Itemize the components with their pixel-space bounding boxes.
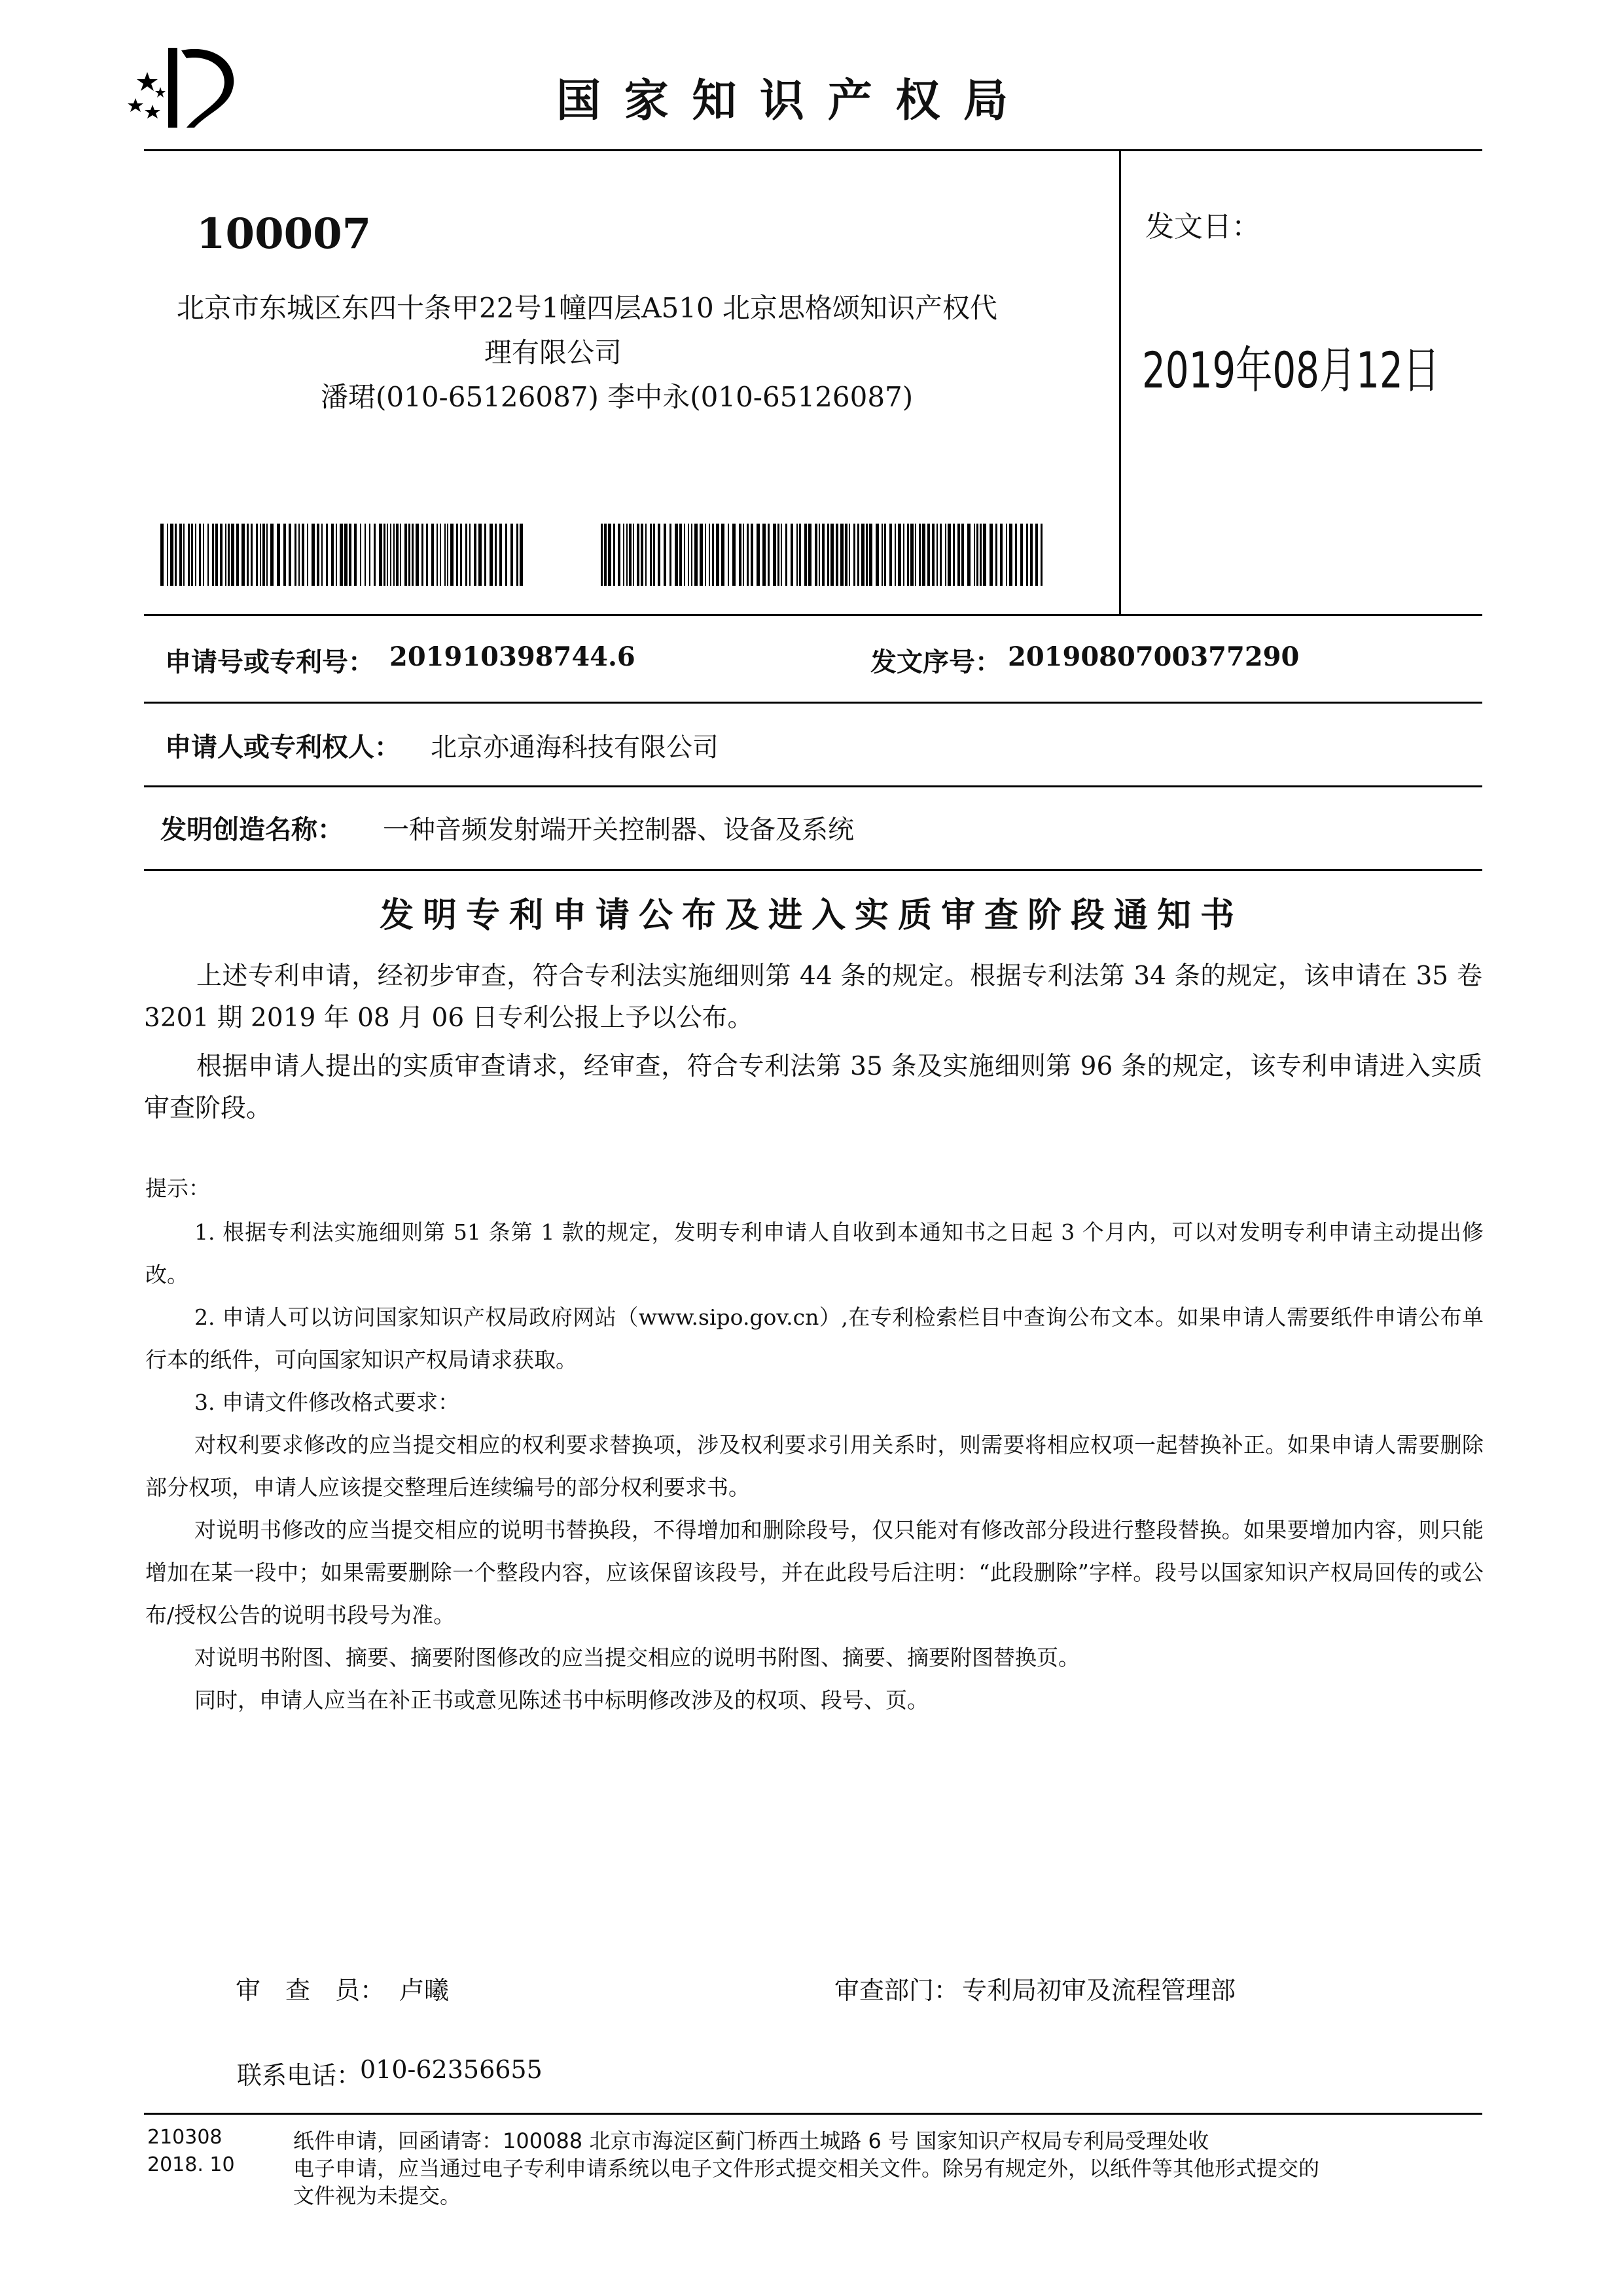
barcode-bar (633, 524, 634, 586)
barcode-bar (694, 524, 698, 586)
serial-number-label: 发文序号： (870, 647, 1001, 677)
barcode-bar (876, 524, 879, 586)
barcode-bar (948, 524, 951, 586)
barcode-bar (207, 524, 209, 586)
tips-body (145, 1211, 1484, 1721)
barcode-bar (369, 524, 370, 586)
barcode-bar (447, 524, 448, 586)
barcode-bar (721, 524, 724, 586)
barcode-bar (684, 524, 685, 586)
barcode-bar (922, 524, 925, 586)
rule-above-app-number (144, 614, 1482, 616)
barcode-bar (799, 524, 801, 586)
barcode-bar (499, 524, 502, 586)
invention-name: 一种音频发射端开关控制器、设备及系统 (383, 815, 854, 845)
barcode-bar (1000, 524, 1003, 586)
header-vertical-rule (1119, 151, 1121, 614)
barcode-bar (626, 524, 628, 586)
barcode-bar (781, 524, 782, 586)
barcode-bar (895, 524, 896, 586)
phone-label: 联系电话： (237, 2061, 362, 2090)
barcode-bar (203, 524, 204, 586)
barcode-bar (675, 524, 678, 586)
cnipa-logo (121, 36, 252, 134)
barcode-bar (1035, 524, 1038, 586)
rule-above-invention (144, 785, 1482, 787)
barcode-bar (658, 524, 660, 586)
barcode-bar (383, 524, 385, 586)
barcode-bar (773, 524, 776, 586)
barcode-bar (819, 524, 820, 586)
barcode-bar (974, 524, 975, 586)
barcode-bar (354, 524, 357, 586)
barcode-bar (739, 524, 741, 586)
barcode-bar (732, 524, 736, 586)
barcode-bar (465, 524, 467, 586)
applicant-name: 北京亦通海科技有限公司 (431, 732, 719, 762)
barcode-left (160, 524, 524, 586)
barcode-bar (307, 524, 308, 586)
barcode-bar (262, 524, 265, 586)
barcode-bar (510, 524, 513, 586)
tip-item-3-paragraph-3: 对说明书附图、摘要、摘要附图修改的应当提交相应的说明书附图、摘要、摘要附图替换页。 (194, 1645, 1080, 1670)
dispatch-date-label: 发文日： (1145, 210, 1260, 243)
barcode-bar (298, 524, 300, 586)
barcode-bar (743, 524, 744, 586)
header-rule (144, 149, 1482, 151)
barcode-bar (408, 524, 410, 586)
barcode-bar (431, 524, 434, 586)
contacts: 潘珺(010-65126087) 李中永(010-65126087) (321, 381, 914, 413)
barcode-bar (460, 524, 462, 586)
barcode-bar (705, 524, 706, 586)
barcode-bar (236, 524, 239, 586)
barcode-bar (650, 524, 652, 586)
barcode-bar (967, 524, 971, 586)
barcode-bar (1026, 524, 1028, 586)
barcode-bar (915, 524, 916, 586)
barcode-bar (940, 524, 942, 586)
tip-item-3-paragraph-1: 对权利要求修改的应当提交相应的权利要求替换项，涉及权利要求引用关系时，则需要将相应权项一起替换补正。如果申请人需要删除部分权项，申请人应该提交整理后连续编号的部分权利要求书。 (145, 1432, 1484, 1500)
barcode-bar (231, 524, 234, 586)
barcode-bar (808, 524, 812, 586)
barcode-bar (421, 524, 423, 586)
barcode-bar (995, 524, 997, 586)
tip-item-3-paragraph-2: 对说明书修改的应当提交相应的说明书替换段，不得增加和删除段号，仅只能对有修改部分段进行整段替换。如果要增加内容，则只能增加在某一段中；如果需要删除一个整段内容，应该保留该段号，并在此段号后注明：“此段删除”字样。段号以国家知识产权局回传的或公布/授权公告的说明书段号为准。 (145, 1517, 1484, 1628)
barcode-bar (175, 524, 177, 586)
barcode-bar (340, 524, 343, 586)
barcode-bar (289, 524, 291, 586)
barcode-bar (302, 524, 304, 586)
invention-label: 发明创造名称： (160, 814, 344, 845)
barcode-bar (903, 524, 904, 586)
barcode-bar (220, 524, 223, 586)
barcode-bar (936, 524, 938, 586)
barcode-bar (853, 524, 855, 586)
barcode-bar (188, 524, 190, 586)
barcode-bar (251, 524, 253, 586)
examiner-name: 卢曦 (399, 1976, 450, 2005)
barcode-bar (256, 524, 258, 586)
barcode-bar (604, 524, 607, 586)
barcode-bar (645, 524, 647, 586)
footer-rule (144, 2113, 1482, 2115)
barcode-bar (882, 524, 883, 586)
barcode-bar (945, 524, 946, 586)
barcode-bar (456, 524, 458, 586)
barcode-bar (191, 524, 193, 586)
barcode-bar (390, 524, 391, 586)
dispatch-date: 2019年08月12日 (1142, 341, 1440, 399)
barcode-bar (845, 524, 847, 586)
address-line-2: 理有限公司 (484, 336, 622, 368)
barcode-bar (1020, 524, 1023, 586)
barcode-bar (804, 524, 807, 586)
barcode-bar (728, 524, 729, 586)
barcode-bar (349, 524, 351, 586)
barcode-bar (412, 524, 414, 586)
barcode-bar (294, 524, 296, 586)
department-name: 专利局初审及流程管理部 (962, 1976, 1236, 2005)
barcode-bar (691, 524, 692, 586)
barcode-bar (608, 524, 611, 586)
barcode-bar (484, 524, 486, 586)
barcode-bar (927, 524, 930, 586)
examiner-label: 审 查 员： (236, 1976, 385, 2005)
tip-item-3-paragraph-4: 同时，申请人应当在补正书或意见陈述书中标明修改涉及的权项、段号、页。 (194, 1687, 929, 1713)
barcode-bar (247, 524, 249, 586)
barcode-bar (747, 524, 749, 586)
barcode-bar (861, 524, 865, 586)
barcode-bar (266, 524, 268, 586)
barcode-bar (469, 524, 471, 586)
barcode-bar (827, 524, 829, 586)
barcode-bar (751, 524, 753, 586)
form-date: 2018. 10 (147, 2153, 235, 2176)
barcode-bar (426, 524, 428, 586)
barcode-bar (712, 524, 714, 586)
barcode-bar (387, 524, 388, 586)
application-number: 201910398744.6 (389, 641, 635, 672)
barcode-bar (757, 524, 760, 586)
barcode-bar (907, 524, 909, 586)
notice-title: 发明专利申请公布及进入实质审查阶段通知书 (379, 895, 1243, 935)
barcode-bar (791, 524, 793, 586)
barcode-bar (495, 524, 497, 586)
barcode-bar (170, 524, 173, 586)
barcode-bar (195, 524, 196, 586)
barcode-bar (374, 524, 376, 586)
barcode-bar (478, 524, 482, 586)
barcode-bar (1015, 524, 1017, 586)
barcode-bar (1006, 524, 1007, 586)
barcode-bar (629, 524, 632, 586)
barcode-bar (474, 524, 476, 586)
barcode-bar (379, 524, 382, 586)
notice-paragraph-2: 根据申请人提出的实质审查请求，经审查，符合专利法第 35 条及实施细则第 96 条的规定，该专利申请进入实质审查阶段。 (144, 1052, 1482, 1123)
barcode-bar (961, 524, 964, 586)
barcode-bar (270, 524, 274, 586)
barcode-bar (869, 524, 872, 586)
tip-item-2: 2. 申请人可以访问国家知识产权局政府网站（www.sipo.gov.cn）,在专利检索栏目中查询公布文本。如果申请人需要纸件申请公布单行本的纸件，可向国家知识产权局请求获取。 (145, 1304, 1484, 1372)
barcode-bar (980, 524, 982, 586)
barcode-bar (688, 524, 689, 586)
barcode-bar (613, 524, 615, 586)
barcode-bar (618, 524, 620, 586)
barcode-bar (505, 524, 507, 586)
barcode-bar (840, 524, 844, 586)
barcode-bar (919, 524, 921, 586)
barcode-bar (830, 524, 834, 586)
barcode-bar (1041, 524, 1043, 586)
barcode-bar (393, 524, 395, 586)
barcode-bar (669, 524, 671, 586)
barcode-bar (344, 524, 348, 586)
barcode-bar (910, 524, 914, 586)
barcode-bar (953, 524, 955, 586)
barcode-bar (450, 524, 454, 586)
barcode-bar (212, 524, 214, 586)
barcode-bar (331, 524, 334, 586)
barcode-bar (225, 524, 226, 586)
barcode-bar (777, 524, 779, 586)
barcode-bar (312, 524, 315, 586)
barcode-bar (653, 524, 655, 586)
barcode-bar (857, 524, 859, 586)
barcode-bar (623, 524, 624, 586)
barcode-bar (277, 524, 280, 586)
footer-line-1: 纸件申请，回函请寄：100088 北京市海淀区蓟门桥西土城路 6 号 国家知识产权局专利局受理处收 (293, 2128, 1209, 2153)
barcode-bar (785, 524, 787, 586)
barcode-bar (822, 524, 825, 586)
notice-body (144, 956, 1482, 1130)
applicant-label: 申请人或专利权人： (165, 732, 401, 762)
notice-paragraph-1: 上述专利申请，经初步审查，符合专利法实施细则第 44 条的规定。根据专利法第 34 条的规定，该申请在 35 卷 3201 期 2019 年 08 月 06 日专利公报上予以公布。 (144, 961, 1482, 1033)
barcode-bar (601, 524, 603, 586)
application-number-label: 申请号或专利号： (165, 647, 374, 677)
rule-above-notice-title (144, 869, 1482, 871)
barcode-bar (932, 524, 935, 586)
barcode-bar (637, 524, 639, 586)
barcode-bar (884, 524, 886, 586)
barcode-bar (416, 524, 419, 586)
barcode-bar (815, 524, 817, 586)
barcode-right (601, 524, 1044, 586)
barcode-bar (889, 524, 892, 586)
barcode-bar (836, 524, 838, 586)
barcode-bar (796, 524, 798, 586)
barcode-bar (440, 524, 441, 586)
barcode-bar (365, 524, 366, 586)
barcode-bar (716, 524, 719, 586)
office-name: 国 家 知 识 产 权 局 (556, 75, 1012, 127)
barcode-bar (336, 524, 337, 586)
phone-number: 010-62356655 (360, 2055, 543, 2084)
rule-above-applicant (144, 702, 1482, 704)
barcode-bar (400, 524, 401, 586)
address-line-1: 北京市东城区东四十条甲22号1幢四层A510 北京思格颂知识产权代 (177, 292, 998, 324)
tips-heading: 提示： (145, 1175, 210, 1201)
barcode-bar (326, 524, 328, 586)
barcode-bar (516, 524, 518, 586)
barcode-bar (360, 524, 361, 586)
barcode-bar (664, 524, 666, 586)
barcode-bar (866, 524, 868, 586)
barcode-bar (199, 524, 201, 586)
barcode-bar (260, 524, 261, 586)
footer-line-3: 文件视为未提交。 (293, 2183, 461, 2208)
barcode-bar (228, 524, 230, 586)
barcode-bar (976, 524, 978, 586)
barcode-bar (768, 524, 770, 586)
barcode-bar (160, 524, 164, 586)
barcode-bar (700, 524, 703, 586)
barcode-bar (321, 524, 323, 586)
barcode-bar (317, 524, 319, 586)
barcode-bar (444, 524, 446, 586)
barcode-bar (957, 524, 960, 586)
barcode-bar (283, 524, 286, 586)
barcode-bar (437, 524, 438, 586)
footer-line-2: 电子申请，应当通过电子专利申请系统以电子文件形式提交相关文件。除另有规定外，以纸件等其他形式提交的 (293, 2156, 1320, 2181)
barcode-bar (990, 524, 993, 586)
barcode-bar (983, 524, 986, 586)
barcode-bar (396, 524, 399, 586)
barcode-bar (679, 524, 682, 586)
barcode-bar (1030, 524, 1033, 586)
barcode-bar (183, 524, 185, 586)
tip-item-1: 1. 根据专利法实施细则第 51 条第 1 款的规定，发明专利申请人自收到本通知书之日起 3 个月内，可以对发明专利申请主动提出修改。 (145, 1219, 1484, 1287)
serial-number: 2019080700377290 (1008, 641, 1300, 672)
barcode-bar (849, 524, 850, 586)
barcode-bar (898, 524, 901, 586)
barcode-bar (1009, 524, 1012, 586)
barcode-bar (404, 524, 407, 586)
department-label: 审查部门： (834, 1976, 959, 2005)
barcode-bar (762, 524, 766, 586)
barcode-bar (490, 524, 493, 586)
form-code: 210308 (147, 2126, 223, 2149)
barcode-bar (179, 524, 182, 586)
postal-code: 100007 (196, 209, 372, 259)
barcode-bar (215, 524, 218, 586)
barcode-bar (167, 524, 168, 586)
barcode-bar (520, 524, 523, 586)
barcode-bar (709, 524, 710, 586)
barcode-bar (241, 524, 245, 586)
barcode-bar (641, 524, 643, 586)
tip-item-3: 3. 申请文件修改格式要求： (194, 1390, 459, 1415)
